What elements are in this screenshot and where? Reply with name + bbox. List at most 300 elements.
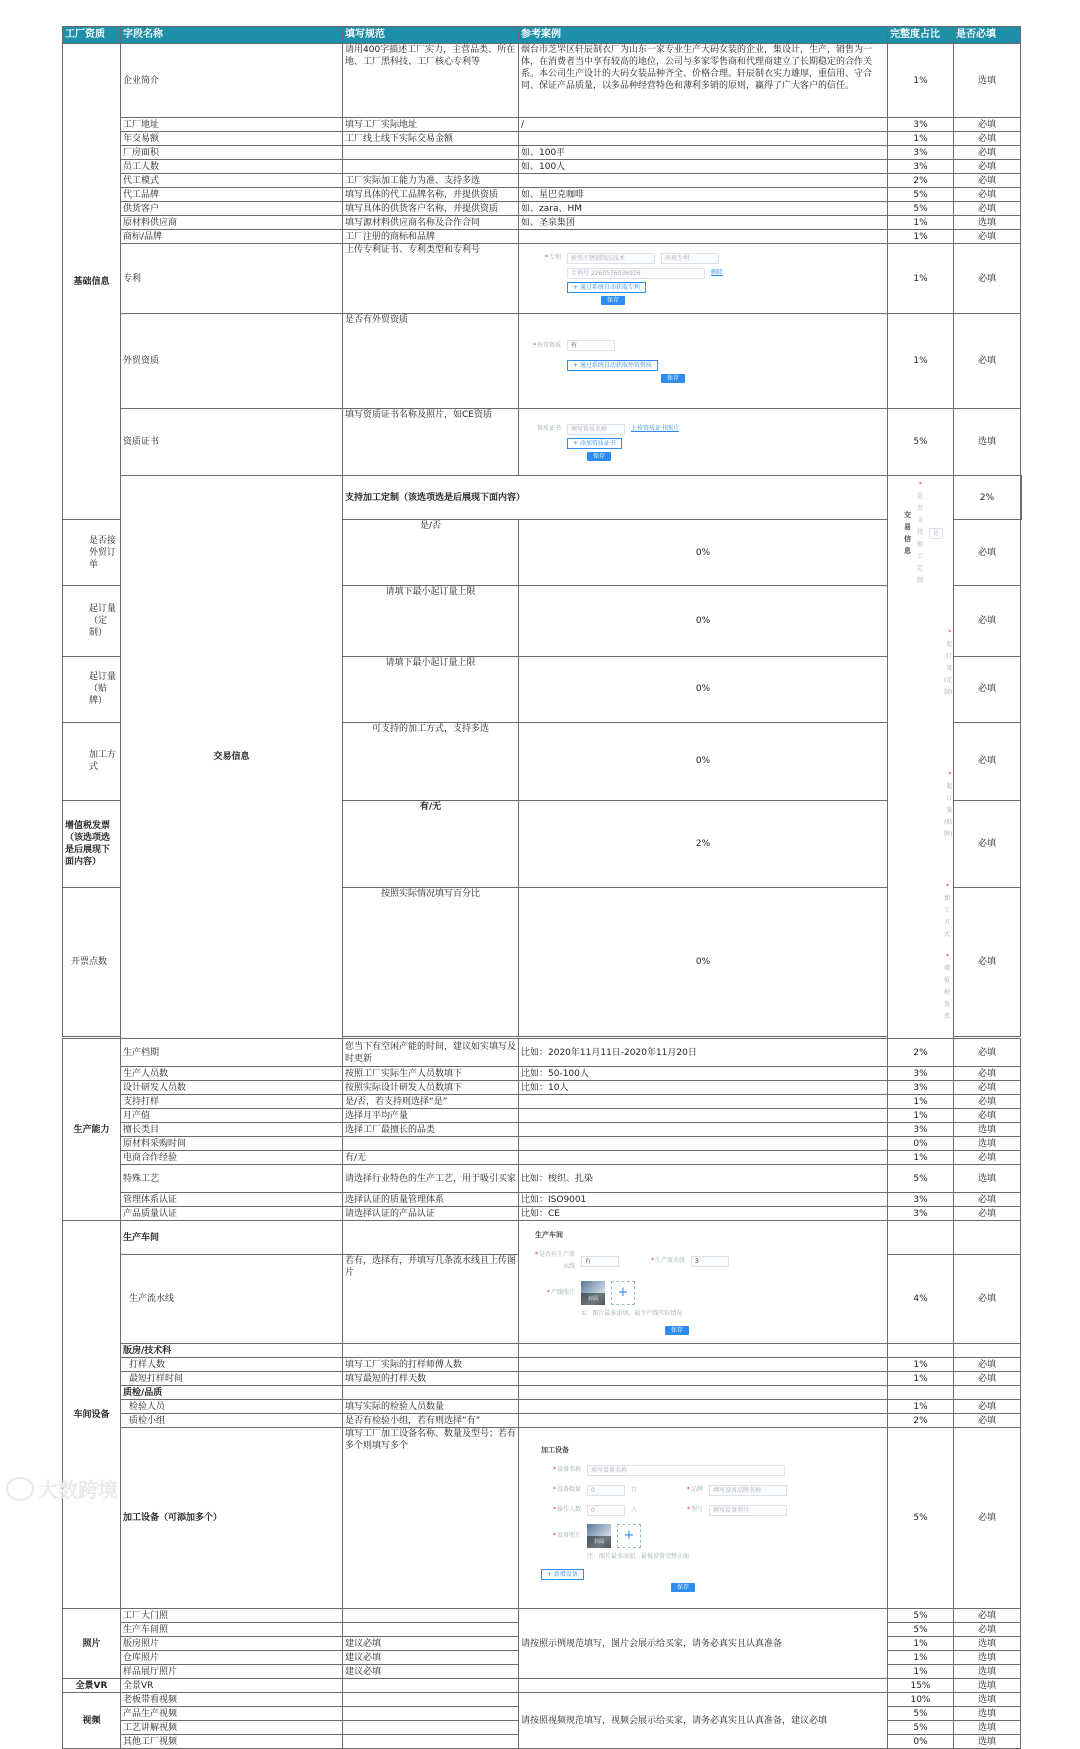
field-req: 选填 <box>954 1165 1021 1193</box>
field-pct: 3% <box>888 1081 954 1095</box>
foreign-trade-save-button[interactable]: 保存 <box>661 374 685 383</box>
field-name: 电商合作经验 <box>121 1151 343 1165</box>
section-header: 质检/品质 <box>121 1386 343 1400</box>
field-req: 必填 <box>954 800 1021 887</box>
field-pct: 3% <box>888 1207 954 1221</box>
field-req: 选填 <box>954 1735 1021 1749</box>
table-row <box>63 244 1022 314</box>
field-pct: 0% <box>519 657 888 723</box>
equip-model-input[interactable]: 填写设备型号 <box>709 1505 787 1516</box>
field-example <box>519 1123 888 1137</box>
table-row <box>63 1109 1022 1123</box>
field-req: 必填 <box>954 1151 1021 1165</box>
header-completeness: 完整度占比 <box>888 27 954 44</box>
field-name: 打样人数 <box>121 1358 343 1372</box>
table-row <box>63 1095 1022 1109</box>
field-example: 比如：10人 <box>519 1081 888 1095</box>
moq-label-label: * 起订量(贴牌) <box>944 769 952 841</box>
table-row <box>63 44 1022 118</box>
table-row <box>63 1039 1022 1067</box>
table-row <box>63 1609 1022 1623</box>
field-name: 代工模式 <box>121 174 343 188</box>
field-req <box>1021 476 1022 520</box>
line-form-title: 生产车间 <box>535 1231 563 1239</box>
table-row <box>63 1151 1022 1165</box>
field-example: 烟台市芝罘区轩辰制衣厂为山东一家专业生产大码女装的企业，集设计，生产，销售为一体，在消费者当中享有较高的地位，公司与多家零售商和代理商建立了长期稳定的合作关系。本公司生产设计的大码女装品种齐全、价格合理。轩辰制衣实力雄厚，重信用、守合同、保证产品质量，以多品种经营特色和薄利多销的原则，赢得了广大客户的信任。 <box>519 44 888 118</box>
field-rule: 按照实际设计研发人员数填下 <box>343 1081 519 1095</box>
table-row <box>63 1081 1022 1095</box>
equip-count-input[interactable]: 0 <box>587 1485 625 1496</box>
field-name: 支持加工定制（该选项选是后展现下面内容） <box>343 476 888 520</box>
field-pct: 1% <box>888 216 954 230</box>
equip-brand-label: * 品牌 <box>663 1484 703 1496</box>
field-rule: 是否有检验小组，若有则选择“有” <box>343 1414 519 1428</box>
field-example: 比如：ISO9001 <box>519 1193 888 1207</box>
field-name: 代工品牌 <box>121 188 343 202</box>
trade-custom-select[interactable]: 是 <box>929 528 943 539</box>
add-equipment-button[interactable]: + 新增设备 <box>541 1569 584 1580</box>
line-has-select[interactable]: 有 <box>581 1256 619 1267</box>
header-rule: 填写规范 <box>343 27 519 44</box>
field-name: 生产车间照 <box>121 1623 343 1637</box>
foreign-trade-label: * 外贸资质 <box>521 340 561 352</box>
patent-delete-link[interactable]: 删除 <box>711 269 724 276</box>
field-rule: 工厂注册的商标和品牌 <box>343 230 519 244</box>
line-photo-label: * 产线照片 <box>535 1287 575 1299</box>
equipment-form-preview <box>519 1428 888 1609</box>
field-name: 生产人员数 <box>121 1067 343 1081</box>
table-row <box>63 1067 1022 1081</box>
field-example <box>519 132 888 146</box>
field-example: 比如：CE <box>519 1207 888 1221</box>
foreign-trade-form-preview <box>519 314 888 409</box>
foreign-trade-select[interactable]: 有 <box>567 340 615 351</box>
equip-operator-input[interactable]: 0 <box>587 1505 625 1516</box>
field-rule: 按照工厂实际生产人员数填下 <box>343 1067 519 1081</box>
field-req: 选填 <box>954 216 1021 230</box>
line-save-button[interactable]: 保存 <box>665 1326 689 1335</box>
field-req: 必填 <box>954 1095 1021 1109</box>
field-req: 选填 <box>954 1707 1021 1721</box>
patent-name-input[interactable]: 新型不锈钢制品技术 <box>567 253 655 264</box>
field-name: 专利 <box>121 244 343 314</box>
table-row <box>63 202 1022 216</box>
field-req: 选填 <box>954 1679 1021 1693</box>
table-row <box>63 132 1022 146</box>
field-rule: 请填下最小起订量上限 <box>343 586 519 657</box>
field-pct: 1% <box>888 1400 954 1414</box>
field-rule: 建议必填 <box>343 1637 519 1651</box>
field-pct: 1% <box>888 1109 954 1123</box>
cert-form-preview <box>519 409 888 476</box>
field-rule: 填写工厂实际的打样师傅人数 <box>343 1358 519 1372</box>
field-name: 工艺讲解视频 <box>121 1721 343 1735</box>
field-rule: 若有，选择有，并填写几条流水线且上传图片 <box>343 1255 519 1344</box>
field-pct: 5% <box>888 202 954 216</box>
field-example: 如、圣泉集团 <box>519 216 888 230</box>
equip-model-label: * 型号 <box>663 1504 703 1516</box>
field-req: 必填 <box>954 1207 1021 1221</box>
line-count-input[interactable]: 3 <box>691 1256 729 1267</box>
table-row <box>63 1679 1022 1693</box>
field-rule <box>343 1623 519 1637</box>
patent-auto-fetch-button[interactable]: + 通过系统自动获取专利 <box>567 282 646 293</box>
cert-form <box>521 423 885 461</box>
moq-custom-label: * 起订量(定制) <box>944 627 952 699</box>
video-note: 请按照视频规范填写，视频会展示给买家，请务必真实且认真准备，建议必填 <box>519 1693 888 1749</box>
trade-form <box>890 479 951 1035</box>
trade-form-title: 交易信息 <box>904 511 911 555</box>
field-name: 起订量（定制） <box>63 586 121 657</box>
field-rule <box>343 1137 519 1151</box>
field-pct: 2% <box>888 1414 954 1428</box>
cert-label: 资质证书 <box>536 425 561 432</box>
field-req: 选填 <box>954 1123 1021 1137</box>
equip-name-input[interactable]: 填写设备名称 <box>587 1465 785 1476</box>
field-req: 选填 <box>954 1721 1021 1735</box>
field-name: 工厂大门照 <box>121 1609 343 1623</box>
table-row <box>63 230 1022 244</box>
field-name: 起订量（贴牌） <box>63 657 121 723</box>
field-rule: 填写最短的打样天数 <box>343 1372 519 1386</box>
field-name: 老板带看视频 <box>121 1693 343 1707</box>
field-pct: 0% <box>519 520 888 586</box>
equip-photo-note: 注：图片最多添加，最低设备完整正面 <box>587 1553 690 1560</box>
field-name: 原材料供应商 <box>121 216 343 230</box>
line-count-label: * 生产流水线 <box>645 1255 685 1267</box>
field-req: 必填 <box>954 657 1021 723</box>
field-req: 选填 <box>954 1651 1021 1665</box>
field-name: 检验人员 <box>121 1400 343 1414</box>
field-pct: 5% <box>888 188 954 202</box>
field-name: 供货客户 <box>121 202 343 216</box>
field-req: 必填 <box>954 1428 1021 1609</box>
field-rule: 填写具体的供货客户名称，并提供资质 <box>343 202 519 216</box>
field-req: 必填 <box>954 1358 1021 1372</box>
header-qualification: 工厂资质 <box>63 27 121 44</box>
category-capacity: 生产能力 <box>63 1039 121 1221</box>
cert-name-input[interactable]: 填写资质名称 <box>567 424 625 435</box>
category-vr: 全景VR <box>63 1679 121 1693</box>
watermark <box>6 1474 118 1503</box>
table-row <box>63 1400 1022 1414</box>
field-example <box>519 1137 888 1151</box>
field-pct: 2% <box>954 476 1021 520</box>
header-row <box>63 27 1022 44</box>
method-label: * 加工方式 <box>944 881 950 941</box>
field-rule: 是/否，若支持则选择“是” <box>343 1095 519 1109</box>
field-name: 管理体系认证 <box>121 1193 343 1207</box>
field-name: 版房照片 <box>121 1637 343 1651</box>
table-row <box>63 1428 1022 1609</box>
field-name: 开票点数 <box>63 887 121 1036</box>
field-example: / <box>519 118 888 132</box>
field-example: 如、星巴克咖啡 <box>519 188 888 202</box>
field-example <box>519 1109 888 1123</box>
field-name: 其他工厂视频 <box>121 1735 343 1749</box>
table-row <box>63 1358 1022 1372</box>
field-name: 原材料采购时间 <box>121 1137 343 1151</box>
field-req: 必填 <box>954 722 1021 800</box>
field-rule: 填写源材料供应商名称及合作合同 <box>343 216 519 230</box>
field-rule: 上传专利证书、专利类型和专利号 <box>343 244 519 314</box>
field-name: 加工方式 <box>63 722 121 800</box>
field-pct: 3% <box>888 1193 954 1207</box>
field-name: 质检小组 <box>121 1414 343 1428</box>
header-required: 是否必填 <box>954 27 1021 44</box>
field-name: 加工设备（可添加多个） <box>121 1428 343 1609</box>
field-req: 必填 <box>954 1400 1021 1414</box>
equip-operator-label: * 操作人数 <box>541 1504 581 1516</box>
field-pct: 2% <box>519 800 888 887</box>
field-pct: 0% <box>519 586 888 657</box>
field-req: 必填 <box>954 118 1021 132</box>
field-pct: 0% <box>519 887 888 1036</box>
field-rule <box>343 146 519 160</box>
category-workshop: 车间设备 <box>63 1221 121 1609</box>
header-example: 参考案例 <box>519 27 888 44</box>
field-req: 必填 <box>954 1414 1021 1428</box>
field-rule: 请选择认证的产品认证 <box>343 1207 519 1221</box>
field-rule: 选择认证的质量管理体系 <box>343 1193 519 1207</box>
field-req: 必填 <box>954 1067 1021 1081</box>
photos-note: 请按照示例规范填写，图片会展示给买家，请务必真实且认真准备 <box>519 1609 888 1679</box>
line-photo-note: ①：图片最多添加，最少产线实际情况 <box>581 1310 683 1317</box>
watermark-logo-icon <box>6 1477 34 1501</box>
field-name: 企业简介 <box>121 44 343 118</box>
field-name: 全景VR <box>121 1679 343 1693</box>
trade-form-preview <box>888 476 954 1039</box>
add-photo-plus-icon[interactable]: + <box>617 1524 641 1548</box>
equipment-form <box>521 1444 885 1592</box>
field-rule: 工厂线上线下实际交易金额 <box>343 132 519 146</box>
watermark-text: 大数跨境 <box>38 1478 118 1502</box>
field-rule: 选择月平均产量 <box>343 1109 519 1123</box>
field-pct: 3% <box>888 146 954 160</box>
equip-operator-unit: 人 <box>631 1506 638 1513</box>
field-rule: 是否有外贸资质 <box>343 314 519 409</box>
field-example <box>519 1151 888 1165</box>
table-row <box>63 1372 1022 1386</box>
category-trade: 交易信息 <box>121 476 343 1039</box>
field-rule: 填写具体的代工品牌名称，并提供资质 <box>343 188 519 202</box>
cert-add-button[interactable]: + 添加资质证书 <box>567 438 622 449</box>
field-pct: 10% <box>888 1693 954 1707</box>
field-req: 选填 <box>954 409 1021 476</box>
equip-count-label: * 设备数量 <box>541 1484 581 1496</box>
field-name: 擅长类目 <box>121 1123 343 1137</box>
field-pct: 1% <box>888 244 954 314</box>
field-pct: 3% <box>888 1123 954 1137</box>
field-rule: 您当下有空闲产能的时间，建议如实填写及时更新 <box>343 1039 519 1067</box>
field-name: 年交易额 <box>121 132 343 146</box>
field-rule <box>343 1609 519 1623</box>
field-rule: 建议必填 <box>343 1665 519 1679</box>
equip-count-unit: 台 <box>631 1486 638 1493</box>
field-req: 必填 <box>954 887 1021 1036</box>
line-photo-thumbnail[interactable]: 封面 <box>581 1281 605 1305</box>
field-req: 必填 <box>954 188 1021 202</box>
field-pct: 1% <box>888 1651 954 1665</box>
field-pct: 0% <box>888 1735 954 1749</box>
category-video: 视频 <box>63 1693 121 1749</box>
field-example: 比如：2020年11月11日-2020年11月20日 <box>519 1039 888 1067</box>
patent-label: * 专利 <box>521 252 561 264</box>
line-has-label: * 是否有生产流水线 <box>535 1249 575 1273</box>
field-name: 特殊工艺 <box>121 1165 343 1193</box>
field-name: 商标/品牌 <box>121 230 343 244</box>
field-pct: 1% <box>888 314 954 409</box>
field-pct: 1% <box>888 1665 954 1679</box>
trade-custom-label: * 是否支持加工定制 <box>917 479 923 587</box>
line-form-preview <box>519 1221 888 1344</box>
field-name: 资质证书 <box>121 409 343 476</box>
field-rule: 请填下最小起订量上限 <box>343 657 519 723</box>
field-name: 样品展厅照片 <box>121 1665 343 1679</box>
field-example: 如、100人 <box>519 160 888 174</box>
field-rule: 选择工厂最擅长的品类 <box>343 1123 519 1137</box>
field-rule: 建议必填 <box>343 1651 519 1665</box>
field-req: 选填 <box>954 44 1021 118</box>
cert-upload-link[interactable]: 上传资质证书照片 <box>631 425 680 432</box>
field-req: 必填 <box>954 1623 1021 1637</box>
field-pct: 1% <box>888 1151 954 1165</box>
field-pct: 5% <box>888 1428 954 1609</box>
field-req: 必填 <box>954 586 1021 657</box>
field-rule: 按照实际情况填写百分比 <box>343 887 519 1036</box>
field-pct: 3% <box>888 118 954 132</box>
table-row <box>63 1193 1022 1207</box>
field-req: 必填 <box>954 244 1021 314</box>
table-row <box>63 160 1022 174</box>
field-pct: 3% <box>888 1067 954 1081</box>
field-req: 必填 <box>954 230 1021 244</box>
field-name: 厂房面积 <box>121 146 343 160</box>
field-name: 最短打样时间 <box>121 1372 343 1386</box>
field-example: 如、100平 <box>519 146 888 160</box>
field-pct: 15% <box>888 1679 954 1693</box>
field-example <box>519 174 888 188</box>
equip-photo-thumbnail[interactable]: 封面 <box>587 1524 611 1548</box>
field-pct: 5% <box>888 409 954 476</box>
field-rule: 可支持的加工方式，支持多选 <box>343 722 519 800</box>
field-example: 如、zara、HM <box>519 202 888 216</box>
field-rule: 工厂实际加工能力为准、支持多选 <box>343 174 519 188</box>
cert-save-button[interactable]: 保存 <box>587 452 611 461</box>
field-req: 必填 <box>954 1193 1021 1207</box>
field-pct: 1% <box>888 1358 954 1372</box>
field-name: 设计研发人员数 <box>121 1081 343 1095</box>
table-row <box>63 314 1022 409</box>
field-req: 必填 <box>954 520 1021 586</box>
field-pct: 0% <box>519 722 888 800</box>
field-example <box>519 1095 888 1109</box>
field-req: 选填 <box>954 1665 1021 1679</box>
field-req: 选填 <box>954 1693 1021 1707</box>
header-field-name: 字段名称 <box>121 27 343 44</box>
table-row <box>63 1207 1022 1221</box>
patent-type-select[interactable]: 外观专利 <box>661 253 719 264</box>
field-name: 生产流水线 <box>121 1255 343 1344</box>
table-row <box>63 1693 1022 1707</box>
field-rule: 填写工厂实际地址 <box>343 118 519 132</box>
table-row <box>63 1414 1022 1428</box>
equip-name-label: * 设备名称 <box>541 1464 581 1476</box>
foreign-trade-auto-button[interactable]: + 通过系统自动获取外贸资质 <box>567 360 658 371</box>
field-name: 工厂地址 <box>121 118 343 132</box>
field-pct: 1% <box>888 1372 954 1386</box>
field-pct: 5% <box>888 1165 954 1193</box>
field-req: 必填 <box>954 1255 1021 1344</box>
section-header: 生产车间 <box>121 1221 343 1255</box>
field-rule <box>343 160 519 174</box>
equip-save-button[interactable]: 保存 <box>671 1583 695 1592</box>
field-req: 必填 <box>954 1039 1021 1067</box>
patent-form-preview <box>519 244 888 314</box>
table-row <box>63 1344 1022 1358</box>
table-row <box>63 476 1022 520</box>
field-pct: 5% <box>888 1623 954 1637</box>
section-header: 版房/技术科 <box>121 1344 343 1358</box>
field-pct: 1% <box>888 230 954 244</box>
field-rule: 填写资质证书名称及照片，如CE资质 <box>343 409 519 476</box>
field-req: 必填 <box>954 1081 1021 1095</box>
field-pct: 4% <box>888 1255 954 1344</box>
equip-photo-label: * 设备照片 <box>541 1530 581 1542</box>
category-photos: 照片 <box>63 1609 121 1679</box>
field-pct: 5% <box>888 1609 954 1623</box>
field-name: 月产值 <box>121 1109 343 1123</box>
table-row <box>63 146 1022 160</box>
field-rule: 请选择行业特色的生产工艺，用于吸引买家 <box>343 1165 519 1193</box>
field-example: 比如：梭织、扎染 <box>519 1165 888 1193</box>
field-req: 必填 <box>954 160 1021 174</box>
field-pct: 1% <box>888 44 954 118</box>
field-req: 选填 <box>954 1637 1021 1651</box>
field-rule: 填写工厂加工设备名称、数量及型号；若有多个则填写多个 <box>343 1428 519 1609</box>
foreign-trade-form <box>521 340 885 383</box>
table-row <box>63 118 1022 132</box>
category-basic: 基础信息 <box>63 44 121 520</box>
line-form <box>521 1229 885 1335</box>
field-rule: 是/否 <box>343 520 519 586</box>
field-rule: 请用400字描述工厂实力，主营品类、所在地、工厂黑科技、工厂核心专利等 <box>343 44 519 118</box>
field-name: 支持打样 <box>121 1095 343 1109</box>
patent-save-button[interactable]: 保存 <box>601 296 625 305</box>
equipment-form-title: 加工设备 <box>541 1446 569 1454</box>
table-row <box>63 188 1022 202</box>
field-req: 选填 <box>954 1137 1021 1151</box>
table-row <box>63 1386 1022 1400</box>
field-req: 必填 <box>954 132 1021 146</box>
field-example: 比如：50-100人 <box>519 1067 888 1081</box>
table-row <box>63 1165 1022 1193</box>
field-name: 仓库照片 <box>121 1651 343 1665</box>
add-photo-plus-icon[interactable]: + <box>611 1281 635 1305</box>
field-name: 产品生产视频 <box>121 1707 343 1721</box>
field-req: 必填 <box>954 314 1021 409</box>
field-pct: 0% <box>888 1137 954 1151</box>
table-row <box>63 1221 1022 1255</box>
equip-brand-input[interactable]: 填写设备品牌名称 <box>709 1485 787 1496</box>
field-rule: 有/无 <box>343 1151 519 1165</box>
field-name: 生产档期 <box>121 1039 343 1067</box>
patent-number-input[interactable]: 专利号 2260576036926 <box>567 268 705 279</box>
field-pct: 1% <box>888 1637 954 1651</box>
field-name: 员工人数 <box>121 160 343 174</box>
field-req: 必填 <box>954 1109 1021 1123</box>
field-pct: 1% <box>888 132 954 146</box>
